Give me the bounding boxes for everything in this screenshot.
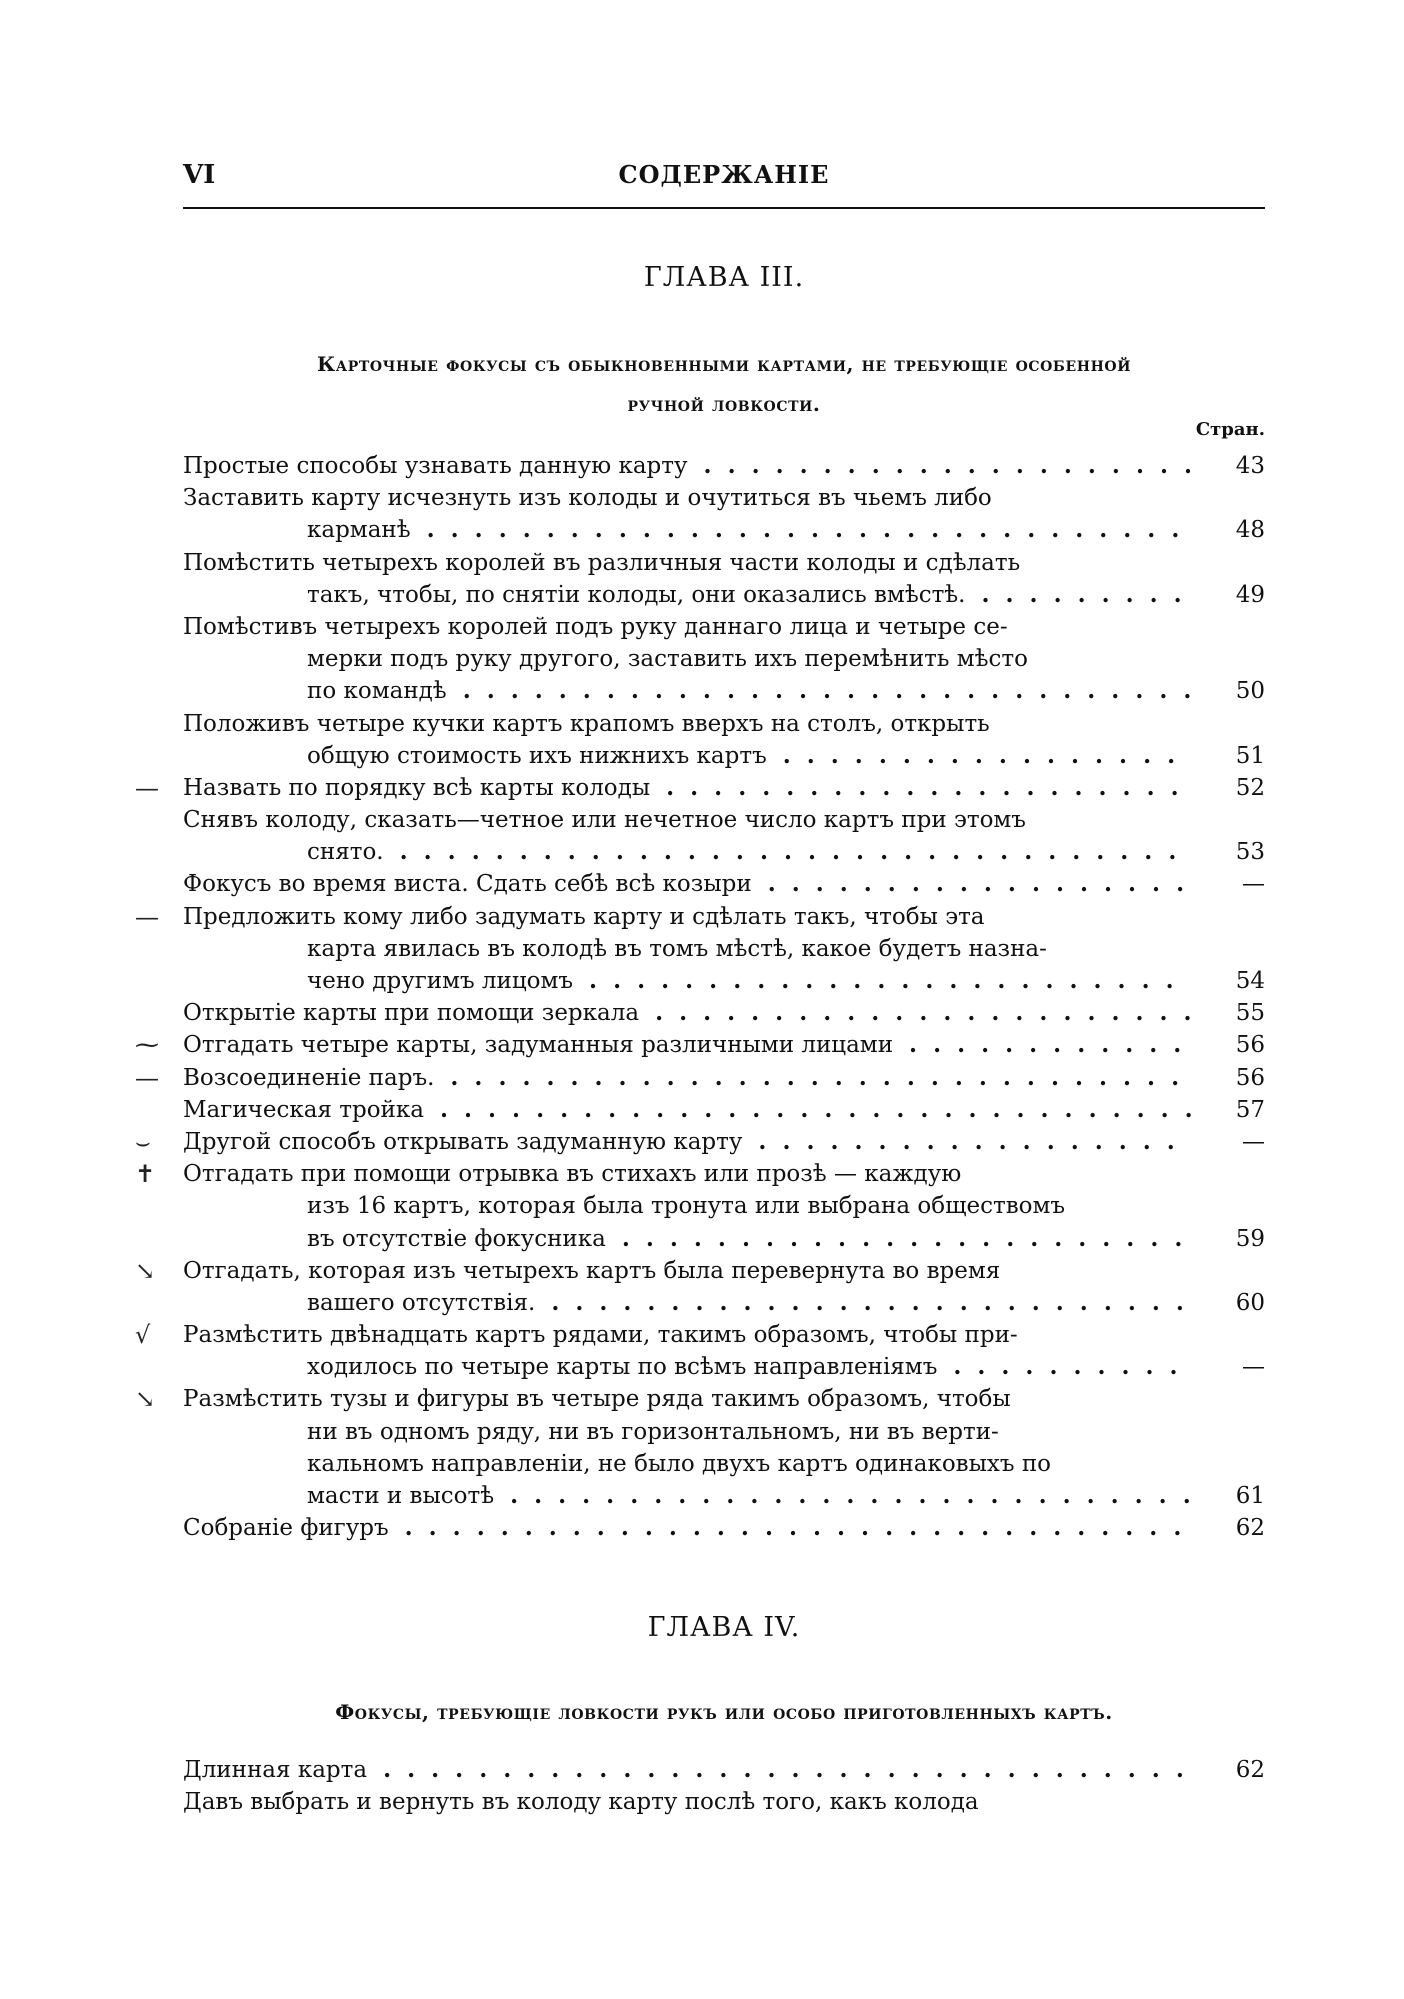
toc-page-number: 62 — [1191, 1754, 1265, 1786]
toc-page-number: 55 — [1191, 997, 1265, 1029]
margin-annotation: — — [135, 773, 159, 802]
toc-entry-text: Длинная карта . . — [183, 1754, 1184, 1786]
toc-entry-text: Простые способы узнавать данную карту . . — [183, 450, 1193, 482]
toc-entry-text: Магическая тройка . . — [183, 1094, 1193, 1126]
toc-page-number: 62 — [1191, 1512, 1265, 1544]
margin-annotation: ✝ — [135, 1160, 156, 1189]
chapter-3-subtitle-line-2: ручной ловкости. — [627, 392, 821, 416]
toc-entry — [183, 547, 1265, 611]
running-title: СОДЕРЖАНІЕ — [618, 160, 830, 189]
toc-entry-text: Отгадать при помощи отрывка въ стихахъ или прозѣ — каждую — [183, 1161, 962, 1188]
toc-entry — [135, 1126, 1265, 1158]
margin-annotation: ↘ — [135, 1385, 156, 1414]
toc-entry-text: Другой способъ открывать задуманную карту . . — [183, 1126, 1193, 1158]
page-number: VI — [183, 160, 216, 190]
toc-page-number: — — [1191, 1126, 1265, 1158]
toc-entry — [135, 901, 1265, 998]
toc-entry-text: масти и высотѣ . . — [307, 1480, 1265, 1512]
toc-entry-text: Собраніе фигуръ . . — [183, 1512, 1193, 1544]
toc-page-number: 51 — [1191, 740, 1265, 772]
toc-entry — [183, 611, 1265, 708]
toc-page-number: 57 — [1191, 1094, 1265, 1126]
page-column-heading: Стран. — [1195, 419, 1265, 440]
toc-entry-text: общую стоимость ихъ нижнихъ картъ . . — [307, 740, 1265, 772]
toc-page-number: 50 — [1191, 675, 1265, 707]
toc-entry-text: кальномъ направленіи, не было двухъ картъ одинаковыхъ по — [307, 1450, 1052, 1477]
toc-entry — [183, 1754, 1265, 1786]
toc-entry — [135, 772, 1265, 804]
toc-entry-text: по командѣ . . — [307, 675, 1263, 707]
toc-entry-text: Отгадать, которая изъ четырехъ картъ была перевернута во время — [183, 1257, 1001, 1284]
toc-entry-text: Открытіе карты при помощи зеркала . . — [183, 997, 1193, 1029]
toc-entry-text: Назвать по порядку всѣ карты колоды . . — [183, 772, 1193, 804]
toc-entry-text: карманѣ . . — [307, 514, 1227, 546]
toc-entry-text: Помѣстить четырехъ королей въ различныя части колоды и сдѣлать — [183, 549, 1021, 576]
toc-entry — [183, 482, 1265, 546]
toc-page-number: 54 — [1191, 965, 1265, 997]
page-header — [183, 160, 1265, 204]
toc-entry-text: ни въ одномъ ряду, ни въ горизонтальномъ, ни въ верти- — [307, 1418, 999, 1445]
toc-entry-text: Заставить карту исчезнуть изъ колоды и очутиться въ чьемъ либо — [183, 485, 992, 512]
toc-page-number: 56 — [1191, 1029, 1265, 1061]
toc-entry — [135, 1319, 1265, 1383]
toc-entry-text: карта явилась въ колодѣ въ томъ мѣстѣ, какое будетъ назна- — [307, 935, 1047, 962]
toc-entry — [183, 1512, 1265, 1544]
toc-entry — [135, 1383, 1265, 1512]
toc-entry-text: въ отсутствіе фокусника . . — [307, 1223, 1265, 1255]
toc-page-number: 56 — [1191, 1062, 1265, 1094]
toc-page-number: 61 — [1191, 1480, 1265, 1512]
header-rule — [183, 207, 1265, 209]
chapter-4-subtitle: Фокусы, требующіе ловкости рукъ или особо приготовленныхъ картъ. — [335, 1700, 1113, 1724]
margin-annotation: ⌣ — [135, 1127, 151, 1156]
margin-annotation: — — [135, 1063, 159, 1092]
toc-entry-text: Давъ выбрать и вернуть въ колоду карту послѣ того, какъ колода — [183, 1789, 979, 1816]
toc-entry — [183, 1786, 1265, 1818]
toc-entry — [135, 1255, 1265, 1319]
toc-entry — [135, 1029, 1265, 1061]
chapter-3-title: ГЛАВА III. — [643, 262, 805, 293]
toc-entry-text: Фокусъ во время виста. Сдать себѣ всѣ козыри . . — [183, 868, 1193, 900]
toc-page-number: — — [1191, 868, 1265, 900]
toc-entry — [183, 708, 1265, 772]
toc-entry-text: Возсоединеніе паръ. . . — [183, 1062, 1193, 1094]
toc-entry-text: мерки подъ руку другого, заставить ихъ перемѣнить мѣсто — [307, 646, 1028, 673]
toc-entry-text: Предложить кому либо задумать карту и сдѣлать такъ, чтобы эта — [183, 903, 985, 930]
toc-page-number: 49 — [1191, 579, 1265, 611]
toc-entry-text: Отгадать четыре карты, задуманныя различными лицами . . — [183, 1029, 1193, 1061]
chapter-4-title: ГЛАВА IV. — [647, 1612, 801, 1643]
toc-entry-text: изъ 16 картъ, которая была тронута или выбрана обществомъ — [307, 1193, 1066, 1220]
toc-entry — [183, 868, 1265, 900]
toc-entry-text: Размѣстить двѣнадцать картъ рядами, такимъ образомъ, чтобы при- — [183, 1322, 1018, 1349]
toc-entry-text: такъ, чтобы, по снятіи колоды, они оказались вмѣстѣ. . . — [307, 579, 1265, 611]
toc-page-number: 48 — [1191, 514, 1265, 546]
toc-entry-text: Размѣстить тузы и фигуры въ четыре ряда такимъ образомъ, чтобы — [183, 1386, 1011, 1413]
margin-annotation: √ — [135, 1321, 151, 1350]
chapter-4-contents — [183, 1754, 1265, 1818]
toc-page-number: — — [1191, 1351, 1265, 1383]
toc-entry-text: снято. . . — [307, 836, 1200, 868]
toc-page-number: 52 — [1191, 772, 1265, 804]
toc-entry-text: вашего отсутствія. . . — [307, 1287, 1265, 1319]
toc-entry-text: Положивъ четыре кучки картъ крапомъ вверхъ на столъ, открыть — [183, 710, 990, 737]
toc-page-number: 53 — [1191, 836, 1265, 868]
toc-page-number: 60 — [1191, 1287, 1265, 1319]
chapter-3-contents — [135, 450, 1265, 1544]
toc-entry-text: ходилось по четыре карты по всѣмъ направленіямъ . . — [307, 1351, 1265, 1383]
toc-entry-text: чено другимъ лицомъ . . — [307, 965, 1265, 997]
toc-page-number: 43 — [1191, 450, 1265, 482]
toc-entry — [183, 997, 1265, 1029]
toc-entry — [135, 1062, 1265, 1094]
toc-entry — [183, 804, 1265, 868]
chapter-3-subtitle-line-1: Карточные фокусы съ обыкновенными картами, не требующіе особенной — [316, 352, 1132, 376]
toc-entry — [183, 450, 1265, 482]
margin-annotation: — — [135, 902, 159, 931]
toc-entry — [183, 1094, 1265, 1126]
toc-entry-text: Помѣстивъ четырехъ королей подъ руку даннаго лица и четыре се- — [183, 613, 1008, 640]
margin-annotation: ↘ — [135, 1256, 156, 1285]
toc-entry-text: Снявъ колоду, сказать—четное или нечетное число картъ при этомъ — [183, 807, 1026, 834]
toc-entry — [135, 1158, 1265, 1255]
margin-annotation: ⁓ — [135, 1031, 159, 1060]
toc-page-number: 59 — [1191, 1223, 1265, 1255]
